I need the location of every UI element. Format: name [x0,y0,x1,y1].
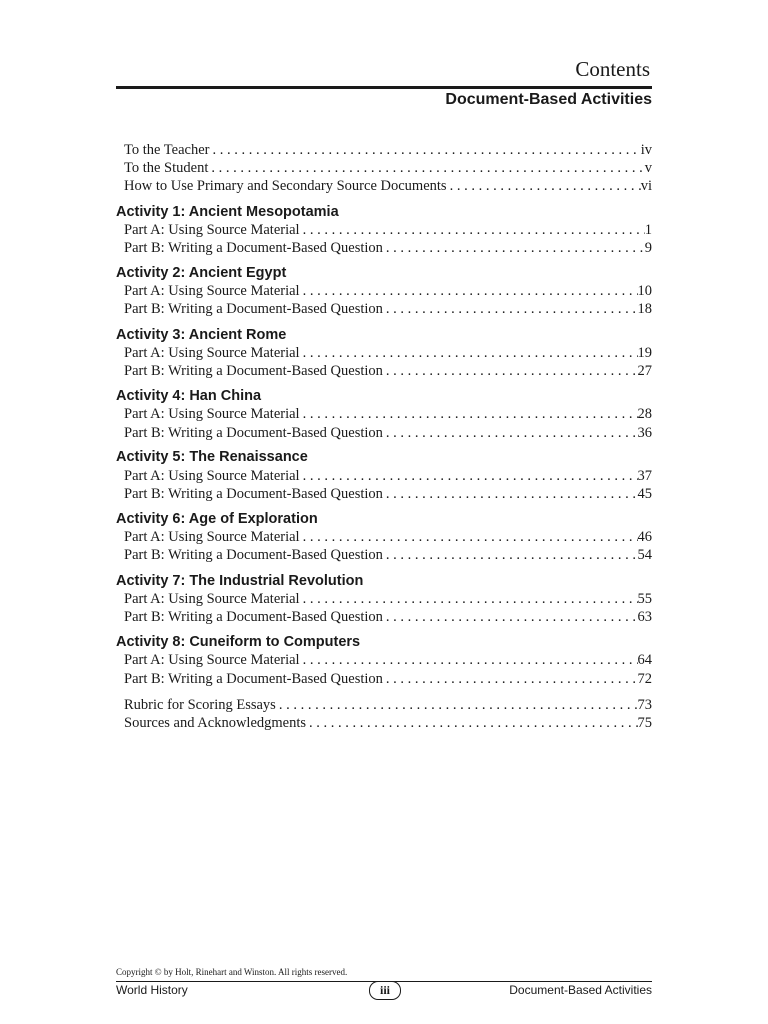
toc-entry-part-b[interactable] [124,670,652,689]
dot-leader [208,159,644,178]
toc-entry-page: 36 [637,425,652,441]
dot-leader [276,696,638,715]
toc-entry-page: 18 [637,301,652,317]
toc-entry-label: Part A: Using Source Material [124,222,300,238]
dot-leader [383,670,638,689]
toc-entry-page: vi [640,178,652,194]
page-number: iii [369,981,401,1000]
toc-entry-label: Part A: Using Source Material [124,468,300,484]
dot-leader [300,467,638,486]
toc-entry-label: Part A: Using Source Material [124,283,300,299]
dot-leader [383,608,638,627]
toc-entry-label: Part B: Writing a Document-Based Question [124,609,383,625]
toc-entry-part-a[interactable] [124,221,652,240]
dot-leader [300,528,638,547]
toc-entry-label: Part B: Writing a Document-Based Question [124,671,383,687]
toc-entry-page: 72 [637,671,652,687]
copyright-notice: Copyright © by Holt, Rinehart and Winston. All rights reserved. [116,967,348,977]
toc-entry-page: 64 [637,652,652,668]
dot-leader [383,424,638,443]
dot-leader [300,651,638,670]
dot-leader [209,141,640,160]
toc-entry-page: v [644,160,652,176]
toc-entry-part-b[interactable] [124,546,652,565]
page-title: Contents [575,57,650,81]
toc-entry-part-b[interactable] [124,608,652,627]
toc-entry-label: Rubric for Scoring Essays [124,697,276,713]
toc-entry-label: Part A: Using Source Material [124,345,300,361]
page [116,0,652,1024]
toc-entry-page: 46 [637,529,652,545]
dot-leader [300,282,638,301]
dot-leader [383,239,645,258]
toc-entry-label: Part B: Writing a Document-Based Question [124,240,383,256]
toc-entry-part-b[interactable] [124,300,652,319]
toc-entry-part-a[interactable] [124,528,652,547]
activity-heading: Activity 2: Ancient Egypt [116,265,287,281]
footer-section-title: Document-Based Activities [509,983,652,997]
activity-heading: Activity 1: Ancient Mesopotamia [116,204,339,220]
activity-heading: Activity 4: Han China [116,388,262,404]
toc-entry-part-b[interactable] [124,485,652,504]
toc-entry-page: 45 [637,486,652,502]
activity-heading: Activity 3: Ancient Rome [116,327,287,343]
toc-entry-page: 55 [637,591,652,607]
toc-entry-part-a[interactable] [124,651,652,670]
page-subtitle: Document-Based Activities [445,91,652,108]
toc-entry-page: 10 [637,283,652,299]
dot-leader [300,344,638,363]
toc-entry-label: Part B: Writing a Document-Based Question [124,301,383,317]
toc-entry-part-a[interactable] [124,344,652,363]
dot-leader [383,546,638,565]
toc-entry-how-to-use[interactable] [124,177,652,196]
dot-leader [306,714,637,733]
activity-heading: Activity 8: Cuneiform to Computers [116,634,361,650]
toc-entry-label: How to Use Primary and Secondary Source Documents [124,178,447,194]
toc-entry-page: 1 [644,222,652,238]
toc-entry-part-b[interactable] [124,362,652,381]
toc-entry-part-a[interactable] [124,282,652,301]
toc-entry-student[interactable] [124,159,652,178]
activity-heading: Activity 7: The Industrial Revolution [116,573,364,589]
toc-entry-page: 37 [637,468,652,484]
header-rule [116,86,652,89]
dot-leader [300,590,638,609]
toc-entry-label: Part B: Writing a Document-Based Question [124,363,383,379]
toc-entry-page: 28 [637,406,652,422]
footer-book-title: World History [116,983,188,997]
dot-leader [447,177,641,196]
activity-heading: Activity 5: The Renaissance [116,449,308,465]
toc-entry-label: Part B: Writing a Document-Based Question [124,486,383,502]
toc-entry-sources[interactable] [124,714,652,733]
toc-entry-teacher[interactable] [124,141,652,160]
toc-entry-label: To the Student [124,160,209,176]
toc-entry-label: Part A: Using Source Material [124,591,300,607]
dot-leader [383,362,638,381]
toc-entry-page: 54 [637,547,652,563]
toc-entry-page: 19 [637,345,652,361]
toc-entry-label: Part A: Using Source Material [124,406,300,422]
toc-entry-label: Part B: Writing a Document-Based Question [124,547,383,563]
toc-entry-part-a[interactable] [124,405,652,424]
dot-leader [300,221,645,240]
toc-entry-label: Part A: Using Source Material [124,529,300,545]
toc-entry-label: Part B: Writing a Document-Based Question [124,425,383,441]
toc-entry-rubric[interactable] [124,696,652,715]
toc-entry-label: To the Teacher [124,142,210,158]
toc-entry-part-b[interactable] [124,239,652,258]
toc-entry-page: 27 [637,363,652,379]
toc-entry-label: Part A: Using Source Material [124,652,300,668]
dot-leader [383,300,638,319]
toc-entry-page: 73 [637,697,652,713]
toc-entry-page: 75 [637,715,652,731]
dot-leader [300,405,638,424]
toc-entry-part-a[interactable] [124,467,652,486]
dot-leader [383,485,638,504]
toc-entry-page: 63 [637,609,652,625]
toc-entry-part-b[interactable] [124,424,652,443]
toc-entry-page: iv [640,142,652,158]
toc-entry-label: Sources and Acknowledgments [124,715,307,731]
toc-entry-part-a[interactable] [124,590,652,609]
toc-entry-page: 9 [644,240,652,256]
activity-heading: Activity 6: Age of Exploration [116,511,318,527]
